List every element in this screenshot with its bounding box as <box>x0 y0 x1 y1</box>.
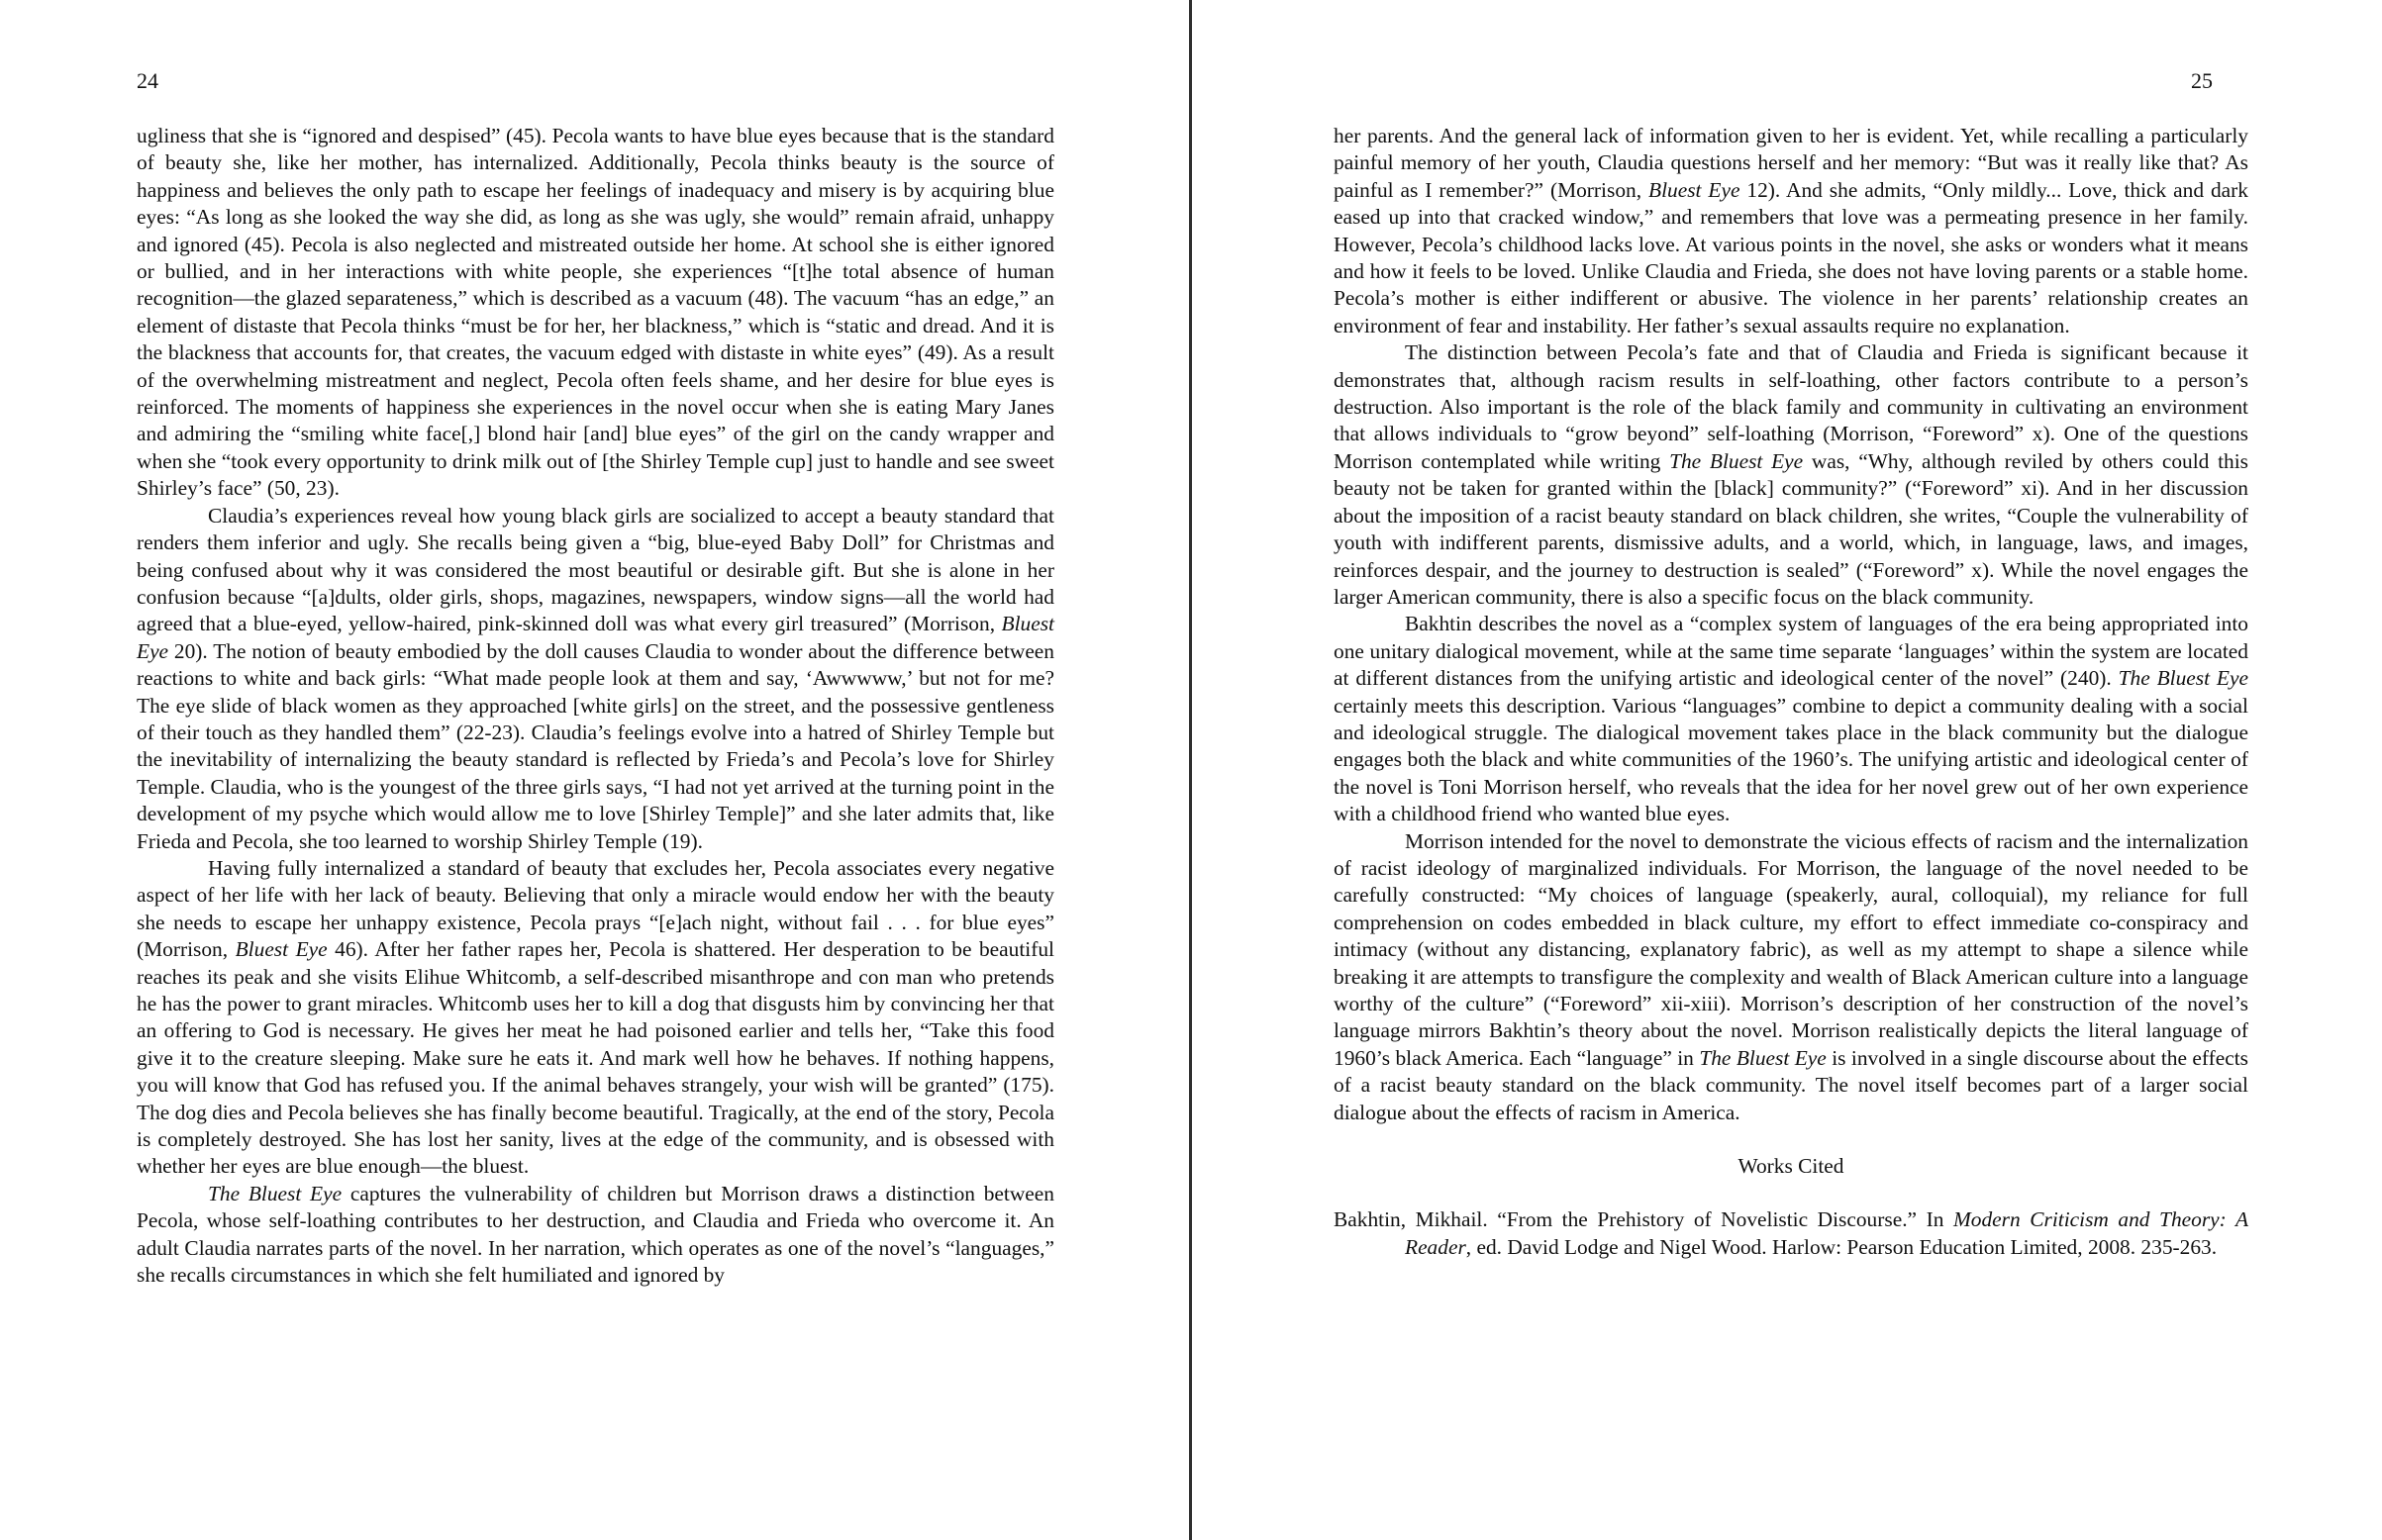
title-italic: The Bluest Eye <box>208 1181 343 1205</box>
title-italic: Modern Criticism and Theory: A Reader <box>1405 1207 2249 1259</box>
text-run: , ed. David Lodge and Nigel Wood. Harlow: Pearson Education Limited, 2008. 235-263. <box>1465 1234 2218 1259</box>
paragraph <box>137 503 1054 855</box>
text-run: certainly meets this description. Various “languages” combine to depict a community dealing with a social and ideological struggle. The dialogical movement takes place in the black community but the dialogue engages both the black and white communities of the 1960’s. The unifying artistic and ideological center of the novel is Toni Morrison herself, who reveals that the idea for her novel grew out of her own experience with a childhood friend who wanted blue eyes. <box>1334 693 2248 826</box>
text-run: captures the vulnerability of children but Morrison draws a distinction between Pecola, whose self-loathing contributes to her destruction, and Claudia and Frieda who overcome it. An adult Claudia narrates parts of the novel. In her narration, which operates as one of the novel’s “languages,” she recalls circumstances in which she felt humiliated and ignored by <box>137 1181 1054 1288</box>
citation-entry <box>1334 1206 2248 1261</box>
title-italic: Bluest Eye <box>137 612 1054 663</box>
paragraph <box>137 123 1054 503</box>
page-number: 25 <box>2191 68 2213 93</box>
text-run: The distinction between Pecola’s fate and that of Claudia and Frieda is significant because it demonstrates that, although racism results in self-loathing, other factors contribute to a person’s destruction. Also important is the role of the black family and community in cultivating an environment that allows individuals to “grow beyond” self-loathing (Morrison, “Foreword” x). One of the questions Morrison contemplated while writing <box>1334 340 2248 473</box>
page-number: 24 <box>137 68 158 93</box>
title-italic: Bluest Eye <box>235 937 328 962</box>
title-italic: The Bluest Eye <box>1699 1045 1827 1070</box>
text-run: Bakhtin, Mikhail. “From the Prehistory of Novelistic Discourse.” In <box>1334 1207 1953 1232</box>
works-cited-heading: Works Cited <box>1737 1154 1844 1179</box>
title-italic: Bluest Eye <box>1648 177 1740 202</box>
text-run: is involved in a single discourse about the effects of a racist beauty standard on the black community. The novel itself becomes part of a larger social dialogue about the effects of racism in America. <box>1334 1045 2249 1124</box>
title-italic: The Bluest Eye <box>1669 448 1804 473</box>
text-run: her parents. And the general lack of information given to her is evident. Yet, while recalling a particularly painful memory of her youth, Claudia questions herself and her memory: “But was it really like that? As painful as I remember?” (Morrison, <box>1334 124 2248 202</box>
right-page <box>1192 0 2382 1540</box>
text-run: Bakhtin describes the novel as a “complex system of languages of the era being appropriated into one unitary dialogical movement, while at the same time separate ‘languages’ within the system are located at different distances from the unifying artistic and ideological center of the novel” (240). <box>1334 612 2248 691</box>
text-run: 20). The notion of beauty embodied by the doll causes Claudia to wonder about the difference between reactions to white and back girls: “What made people look at them and say, ‘Awwwww,’ but not for me? The eye slide of black women as they approached [white girls] on the street, and the possessive gentleness of their touch as they handled them” (22-23). Claudia’s feelings evolve into a hatred of Shirley Temple but the inevitability of internalizing the beauty standard is reflected by Frieda’s and Pecola’s love for Shirley Temple. Claudia, who is the youngest of the three girls says, “I had not yet arrived at the turning point in the development of my psyche which would allow me to love [Shirley Temple]” and she later admits that, like Frieda and Pecola, she too learned to worship Shirley Temple (19). <box>137 638 1054 853</box>
text-run: Claudia’s experiences reveal how young black girls are socialized to accept a beauty standard that renders them inferior and ugly. She recalls being given a “big, blue-eyed Baby Doll” for Christmas and being confused about why it was considered the most beautiful or desirable gift. But she is alone in her confusion because “[a]dults, older girls, shops, magazines, newspapers, window signs—all the world had agreed that a blue-eyed, yellow-haired, pink-skinned doll was what every girl treasured” (Morrison, <box>137 503 1054 636</box>
text-run: Having fully internalized a standard of beauty that excludes her, Pecola associates every negative aspect of her life with her lack of beauty. Believing that only a miracle would endow her with the beauty she needs to escape her unhappy existence, Pecola prays “[e]ach night, without fail . . . for blue eyes” (Morrison, <box>137 855 1054 962</box>
text-run: Morrison intended for the novel to demonstrate the vicious effects of racism and the internalization of racist ideology of marginalized individuals. For Morrison, the language of the novel needed to be carefully constructed: “My choices of language (speakerly, aural, colloquial), my reliance for full comprehension on codes embedded in black culture, my effort to effect immediate co-conspiracy and intimacy (without any distancing, explanatory fabric), as well as my attempt to shape a silence while breaking it are attempts to transfigure the complexity and wealth of Black American culture into a language worthy of the culture” (“Foreword” xii-xiii). Morrison’s description of her construction of the novel’s language mirrors Bakhtin’s theory about the novel. Morrison realistically depicts the literal language of 1960’s black America. Each “language” in <box>1334 828 2248 1070</box>
page-body <box>1334 123 2248 1261</box>
paragraph <box>1334 611 2248 827</box>
text-run: ugliness that she is “ignored and despised” (45). Pecola wants to have blue eyes because that is the standard of beauty she, like her mother, has internalized. Additionally, Pecola thinks beauty is the source of happiness and believes the only path to escape her feelings of inadequacy and misery is by acquiring blue eyes: “As long as she looked the way she did, as long as she was ugly, she would” remain afraid, unhappy and ignored (45). Pecola is also neglected and mistreated outside her home. At school she is either ignored or bullied, and in her interactions with white people, she experiences “[t]he total absence of human recognition—the glazed separateness,” which is described as a vacuum (48). The vacuum “has an edge,” an element of distaste that Pecola thinks “must be for her, her blackness,” which is “static and dread. And it is the blackness that accounts for, that creates, the vacuum edged with distaste in white eyes” (49). As a result of the overwhelming mistreatment and neglect, Pecola often feels shame, and her desire for blue eyes is reinforced. The moments of happiness she experiences in the novel occur when she is eating Mary Janes and admiring the “smiling white face[,] blond hair [and] blue eyes” of the girl on the candy wrapper and when she “took every opportunity to drink milk out of [the Shirley Temple cup] just to handle and see sweet Shirley’s face” (50, 23). <box>137 124 1054 501</box>
paragraph <box>1334 828 2248 1126</box>
text-run: 12). And she admits, “Only mildly... Love, thick and dark eased up into that cracked window,” and remembers that love was a permeating presence in her family. However, Pecola’s childhood lacks love. At various points in the novel, she asks or wonders what it means and how it feels to be loved. Unlike Claudia and Frieda, she does not have loving parents or a stable home. Pecola’s mother is either indifferent or abusive. The violence in her parents’ relationship creates an environment of fear and instability. Her father’s sexual assaults require no explanation. <box>1334 177 2248 337</box>
paragraph <box>1334 339 2248 611</box>
text-run: 46). After her father rapes her, Pecola is shattered. Her desperation to be beautiful reaches its peak and she visits Elihue Whitcomb, a self-described misanthrope and con man who pretends he has the power to grant miracles. Whitcomb uses her to kill a dog that disgusts him by convincing her that an offering to God is necessary. He gives her meat he had poisoned earlier and tells her, “Take this food give it to the creature sleeping. Make sure he eats it. And mark well how he behaves. If nothing happens, you will know that God has refused you. If the animal behaves strangely, your wish will be granted” (175). The dog dies and Pecola believes she has finally become beautiful. Tragically, at the end of the story, Pecola is completely destroyed. She has lost her sanity, lives at the edge of the community, and is obsessed with whether her eyes are blue enough—the bluest. <box>137 937 1054 1179</box>
paragraph <box>137 855 1054 1181</box>
text-run: was, “Why, although reviled by others could this beauty not be taken for granted within the [black] community?” (“Foreword” xi). And in her discussion about the imposition of a racist beauty standard on black children, she writes, “Couple the vulnerability of youth with indifferent parents, dismissive adults, and a world, which, in language, laws, and images, reinforces despair, and the journey to destruction is sealed” (“Foreword” x). While the novel engages the larger American community, there is also a specific focus on the black community. <box>1334 448 2248 609</box>
left-page <box>0 0 1189 1540</box>
paragraph <box>1334 123 2248 339</box>
title-italic: The Bluest Eye <box>2118 666 2248 691</box>
page-body <box>137 123 1054 1289</box>
paragraph <box>137 1181 1054 1290</box>
